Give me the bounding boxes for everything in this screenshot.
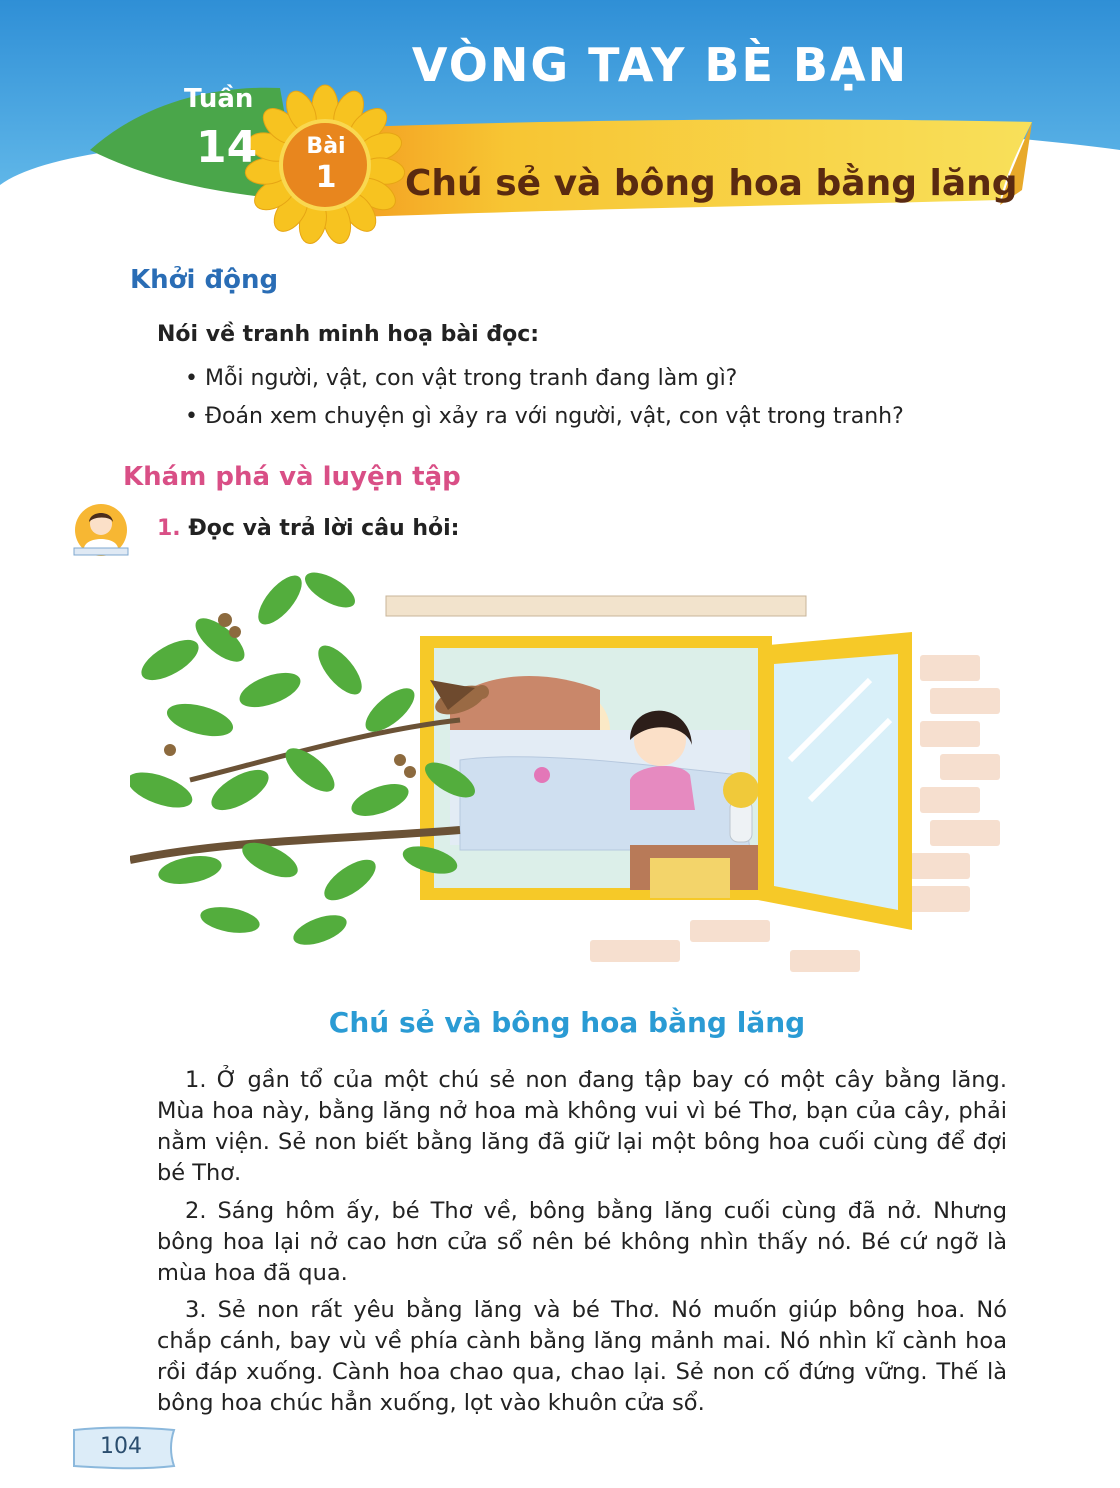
task-text: Đọc và trả lời câu hỏi: [180, 516, 460, 541]
lesson-number: 1 [315, 160, 337, 195]
warmup-bullet-2: • Đoán xem chuyện gì xảy ra với người, vật, con vật trong tranh? [185, 404, 904, 429]
unit-title: VÒNG TAY BÈ BẠN [411, 38, 909, 92]
story-paragraph-1: 1. Ở gần tổ của một chú sẻ non đang tập bay có một cây bằng lăng. Mùa hoa này, bằng lăng nở hoa mà không vui vì bé Thơ, bạn của cây, phải nằm viện. Sẻ non biết bằng lăng đã giữ lại một bông hoa cuối cùng để đợi bé Thơ. [157, 1067, 1007, 1186]
task-1 [157, 516, 459, 541]
lesson-title: Chú sẻ và bông hoa bằng lăng [405, 163, 1018, 204]
story-paragraph-2: 2. Sáng hôm ấy, bé Thơ về, bông bằng lăng cuối cùng đã nở. Nhưng bông hoa lại nở cao hơn cửa sổ nên bé không nhìn thấy nó. Bé cứ ngỡ là mùa hoa đã qua. [157, 1198, 1007, 1286]
story-title: Chú sẻ và bông hoa bằng lăng [328, 1006, 806, 1039]
warmup-prompt: Nói về tranh minh hoạ bài đọc: [157, 322, 540, 347]
task-number: 1. [157, 516, 181, 541]
student-reading-icon [68, 500, 134, 564]
week-number: 14 [196, 122, 258, 173]
page-number: 104 [100, 1434, 142, 1459]
lesson-label: Bài [306, 134, 346, 159]
warmup-heading: Khởi động [130, 265, 279, 295]
explore-heading: Khám phá và luyện tập [123, 462, 461, 492]
story-paragraph-3: 3. Sẻ non rất yêu bằng lăng và bé Thơ. Nó muốn giúp bông hoa. Nó chắp cánh, bay vù về phía cành bằng lăng mảnh mai. Nó nhìn kĩ cành hoa rồi đáp xuống. Cành hoa chao qua, chao lại. Sẻ non cố đứng vững. Thế là bông hoa chúc hẳn xuống, lọt vào khuôn cửa sổ. [157, 1297, 1007, 1416]
story-illustration [130, 560, 1010, 980]
week-label: Tuần [184, 84, 254, 114]
warmup-bullet-1: • Mỗi người, vật, con vật trong tranh đang làm gì? [185, 366, 738, 391]
crape-myrtle-flower [534, 767, 550, 783]
